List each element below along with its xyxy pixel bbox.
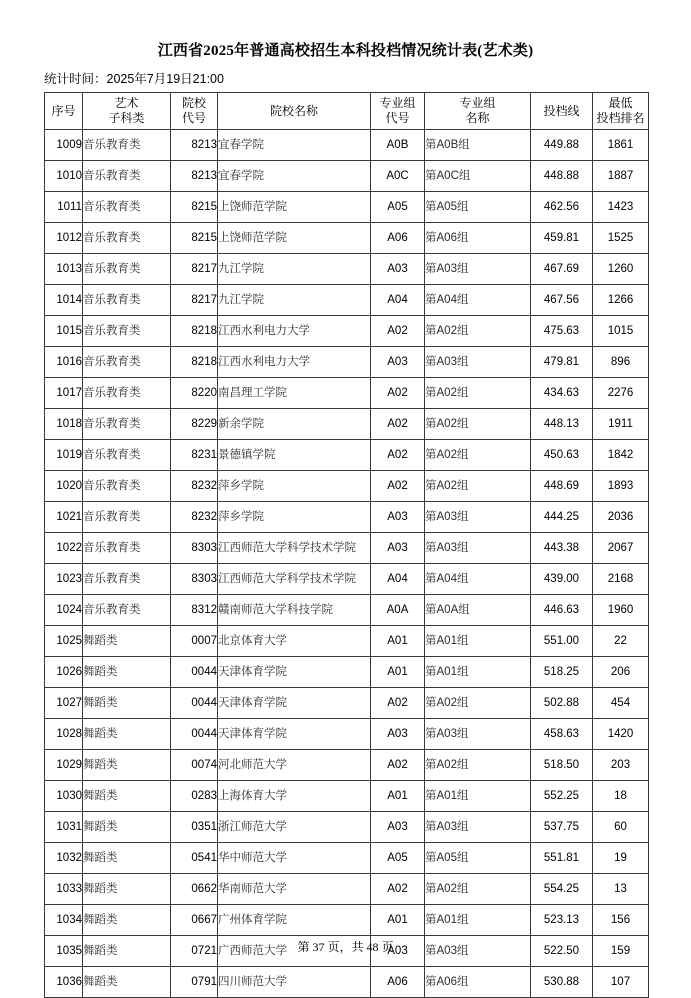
cell-group-name: 第A03组: [425, 347, 531, 378]
column-header-score-text: 投档线: [543, 104, 580, 118]
cell-school-name: 萍乡学院: [218, 502, 371, 533]
cell-school-code: 8217: [171, 254, 218, 285]
cell-subcategory: 音乐教育类: [83, 285, 171, 316]
cell-min-rank: 1525: [593, 223, 649, 254]
cell-min-rank: 1911: [593, 409, 649, 440]
cell-school-code: 8220: [171, 378, 218, 409]
table-row: [45, 626, 649, 657]
table-row: [45, 223, 649, 254]
column-header-school-name: [218, 93, 371, 130]
cell-score: 439.00: [531, 564, 593, 595]
cell-group-code: A01: [371, 626, 425, 657]
cell-group-name: 第A02组: [425, 471, 531, 502]
cell-min-rank: 13: [593, 874, 649, 905]
cell-group-code: A03: [371, 254, 425, 285]
cell-group-name: 第A02组: [425, 409, 531, 440]
cell-index: 1014: [45, 285, 83, 316]
cell-min-rank: 22: [593, 626, 649, 657]
cell-index: 1028: [45, 719, 83, 750]
cell-index: 1011: [45, 192, 83, 223]
table-row: [45, 409, 649, 440]
cell-score: 443.38: [531, 533, 593, 564]
cell-school-name: 南昌理工学院: [218, 378, 371, 409]
cell-school-code: 8232: [171, 502, 218, 533]
cell-score: 458.63: [531, 719, 593, 750]
table-header: [45, 93, 649, 130]
column-header-subcategory-line2: 子科类: [108, 111, 145, 125]
cell-score: 450.63: [531, 440, 593, 471]
cell-school-code: 0667: [171, 905, 218, 936]
cell-school-name: 九江学院: [218, 285, 371, 316]
cell-score: 475.63: [531, 316, 593, 347]
cell-group-code: A06: [371, 223, 425, 254]
column-header-school-name-text: 院校名称: [269, 104, 318, 118]
cell-min-rank: 1893: [593, 471, 649, 502]
cell-group-name: 第A03组: [425, 254, 531, 285]
cell-score: 462.56: [531, 192, 593, 223]
cell-school-name: 江西水利电力大学: [218, 316, 371, 347]
table-row: [45, 564, 649, 595]
table-row: [45, 905, 649, 936]
cell-subcategory: 舞蹈类: [83, 657, 171, 688]
cell-school-name: 上饶师范学院: [218, 223, 371, 254]
cell-subcategory: 音乐教育类: [83, 533, 171, 564]
table-row: [45, 781, 649, 812]
cell-index: 1012: [45, 223, 83, 254]
cell-school-code: 0044: [171, 688, 218, 719]
table-row: [45, 254, 649, 285]
cell-score: 448.13: [531, 409, 593, 440]
cell-score: 448.69: [531, 471, 593, 502]
cell-min-rank: 2067: [593, 533, 649, 564]
cell-index: 1019: [45, 440, 83, 471]
cell-group-name: 第A02组: [425, 874, 531, 905]
cell-subcategory: 舞蹈类: [83, 812, 171, 843]
admission-statistics-table: [44, 92, 649, 998]
cell-school-code: 8303: [171, 533, 218, 564]
cell-score: 434.63: [531, 378, 593, 409]
cell-subcategory: 音乐教育类: [83, 130, 171, 161]
cell-score: 518.25: [531, 657, 593, 688]
cell-min-rank: 159: [593, 936, 649, 967]
cell-school-name: 萍乡学院: [218, 471, 371, 502]
cell-group-name: 第A03组: [425, 719, 531, 750]
table-row: [45, 440, 649, 471]
cell-school-code: 0074: [171, 750, 218, 781]
cell-school-code: 8213: [171, 130, 218, 161]
cell-subcategory: 舞蹈类: [83, 781, 171, 812]
cell-school-code: 8303: [171, 564, 218, 595]
cell-group-name: 第A06组: [425, 223, 531, 254]
column-header-group-name-line2: 名称: [465, 111, 490, 125]
cell-school-code: 0044: [171, 657, 218, 688]
cell-school-code: 8232: [171, 471, 218, 502]
cell-score: 448.88: [531, 161, 593, 192]
cell-group-name: 第A05组: [425, 192, 531, 223]
column-header-group-name: [425, 93, 531, 130]
cell-group-name: 第A05组: [425, 843, 531, 874]
cell-subcategory: 音乐教育类: [83, 223, 171, 254]
cell-group-code: A02: [371, 471, 425, 502]
cell-school-name: 上饶师范学院: [218, 192, 371, 223]
cell-school-code: 8217: [171, 285, 218, 316]
cell-index: 1034: [45, 905, 83, 936]
cell-min-rank: 2168: [593, 564, 649, 595]
cell-index: 1031: [45, 812, 83, 843]
cell-subcategory: 音乐教育类: [83, 502, 171, 533]
column-header-group-code-line2: 代号: [385, 111, 410, 125]
page-title: 江西省2025年普通高校招生本科投档情况统计表(艺术类): [157, 43, 534, 59]
table-row: [45, 533, 649, 564]
cell-min-rank: 1842: [593, 440, 649, 471]
cell-min-rank: 1423: [593, 192, 649, 223]
column-header-index-text: 序号: [51, 104, 76, 118]
cell-school-name: 江西师范大学科学技术学院: [218, 564, 371, 595]
cell-group-name: 第A02组: [425, 316, 531, 347]
table-row: [45, 657, 649, 688]
cell-school-code: 8218: [171, 347, 218, 378]
cell-school-name: 河北师范大学: [218, 750, 371, 781]
cell-index: 1025: [45, 626, 83, 657]
cell-group-code: A02: [371, 409, 425, 440]
cell-index: 1030: [45, 781, 83, 812]
cell-index: 1018: [45, 409, 83, 440]
cell-score: 551.00: [531, 626, 593, 657]
cell-group-code: A04: [371, 285, 425, 316]
cell-school-name: 宜春学院: [218, 161, 371, 192]
cell-score: 518.50: [531, 750, 593, 781]
cell-group-name: 第A02组: [425, 440, 531, 471]
cell-group-name: 第A03组: [425, 936, 531, 967]
table-row: [45, 719, 649, 750]
cell-group-code: A02: [371, 378, 425, 409]
cell-group-name: 第A0B组: [425, 130, 531, 161]
cell-min-rank: 454: [593, 688, 649, 719]
cell-group-name: 第A02组: [425, 688, 531, 719]
cell-group-code: A0A: [371, 595, 425, 626]
cell-group-name: 第A02组: [425, 378, 531, 409]
cell-index: 1017: [45, 378, 83, 409]
cell-group-name: 第A03组: [425, 502, 531, 533]
cell-subcategory: 舞蹈类: [83, 905, 171, 936]
cell-index: 1027: [45, 688, 83, 719]
cell-score: 449.88: [531, 130, 593, 161]
cell-school-name: 浙江师范大学: [218, 812, 371, 843]
column-header-school-code-line1: 院校: [181, 96, 206, 110]
cell-score: 444.25: [531, 502, 593, 533]
cell-score: 479.81: [531, 347, 593, 378]
column-header-group-name-line1: 专业组: [459, 96, 496, 110]
cell-min-rank: 60: [593, 812, 649, 843]
cell-min-rank: 19: [593, 843, 649, 874]
cell-school-code: 8231: [171, 440, 218, 471]
cell-school-code: 0283: [171, 781, 218, 812]
cell-index: 1029: [45, 750, 83, 781]
cell-score: 522.50: [531, 936, 593, 967]
cell-group-code: A03: [371, 719, 425, 750]
column-header-subcategory-line1: 艺术: [114, 96, 139, 110]
table-body: [45, 130, 649, 998]
column-header-min-rank-line1: 最低: [608, 96, 633, 110]
table-row: [45, 471, 649, 502]
cell-group-name: 第A01组: [425, 781, 531, 812]
table-row: [45, 316, 649, 347]
cell-school-code: 0541: [171, 843, 218, 874]
cell-min-rank: 2276: [593, 378, 649, 409]
cell-group-code: A02: [371, 688, 425, 719]
cell-group-code: A05: [371, 192, 425, 223]
cell-subcategory: 舞蹈类: [83, 626, 171, 657]
cell-school-name: 新余学院: [218, 409, 371, 440]
cell-school-name: 宜春学院: [218, 130, 371, 161]
cell-subcategory: 舞蹈类: [83, 967, 171, 998]
cell-min-rank: 1960: [593, 595, 649, 626]
cell-school-code: 8229: [171, 409, 218, 440]
cell-group-name: 第A04组: [425, 564, 531, 595]
cell-group-name: 第A04组: [425, 285, 531, 316]
column-header-group-code-line1: 专业组: [379, 96, 416, 110]
cell-min-rank: 896: [593, 347, 649, 378]
table-row: [45, 595, 649, 626]
column-header-min-rank-line2: 投档排名: [596, 111, 645, 125]
cell-index: 1016: [45, 347, 83, 378]
cell-group-name: 第A03组: [425, 533, 531, 564]
cell-index: 1010: [45, 161, 83, 192]
cell-score: 502.88: [531, 688, 593, 719]
cell-school-code: 8215: [171, 192, 218, 223]
cell-subcategory: 舞蹈类: [83, 688, 171, 719]
cell-subcategory: 音乐教育类: [83, 471, 171, 502]
cell-school-name: 华南师范大学: [218, 874, 371, 905]
cell-group-code: A04: [371, 564, 425, 595]
cell-index: 1032: [45, 843, 83, 874]
cell-group-code: A0B: [371, 130, 425, 161]
cell-subcategory: 音乐教育类: [83, 192, 171, 223]
cell-group-name: 第A03组: [425, 812, 531, 843]
cell-school-name: 北京体育大学: [218, 626, 371, 657]
cell-index: 1020: [45, 471, 83, 502]
cell-group-name: 第A02组: [425, 750, 531, 781]
table-row: [45, 347, 649, 378]
cell-subcategory: 音乐教育类: [83, 595, 171, 626]
cell-index: 1015: [45, 316, 83, 347]
column-header-group-code: [371, 93, 425, 130]
cell-min-rank: 1015: [593, 316, 649, 347]
cell-min-rank: 203: [593, 750, 649, 781]
cell-school-code: 0791: [171, 967, 218, 998]
table-row: [45, 967, 649, 998]
cell-group-name: 第A0C组: [425, 161, 531, 192]
cell-subcategory: 舞蹈类: [83, 936, 171, 967]
cell-score: 537.75: [531, 812, 593, 843]
cell-min-rank: 1420: [593, 719, 649, 750]
column-header-score: [531, 93, 593, 130]
column-header-school-code-line2: 代号: [181, 111, 206, 125]
cell-index: 1033: [45, 874, 83, 905]
table-row: [45, 688, 649, 719]
cell-school-code: 8215: [171, 223, 218, 254]
cell-group-code: A05: [371, 843, 425, 874]
cell-score: 523.13: [531, 905, 593, 936]
cell-group-code: A0C: [371, 161, 425, 192]
cell-min-rank: 107: [593, 967, 649, 998]
cell-min-rank: 1260: [593, 254, 649, 285]
cell-school-code: 8213: [171, 161, 218, 192]
cell-school-name: 上海体育大学: [218, 781, 371, 812]
cell-subcategory: 音乐教育类: [83, 316, 171, 347]
cell-score: 459.81: [531, 223, 593, 254]
cell-min-rank: 206: [593, 657, 649, 688]
cell-score: 554.25: [531, 874, 593, 905]
cell-min-rank: 1887: [593, 161, 649, 192]
cell-group-code: A02: [371, 316, 425, 347]
cell-group-name: 第A06组: [425, 967, 531, 998]
cell-school-name: 赣南师范大学科技学院: [218, 595, 371, 626]
cell-subcategory: 音乐教育类: [83, 254, 171, 285]
cell-school-name: 天津体育学院: [218, 657, 371, 688]
cell-school-code: 0351: [171, 812, 218, 843]
cell-group-code: A01: [371, 657, 425, 688]
cell-school-code: 8218: [171, 316, 218, 347]
cell-group-name: 第A01组: [425, 657, 531, 688]
cell-subcategory: 音乐教育类: [83, 347, 171, 378]
cell-score: 467.56: [531, 285, 593, 316]
cell-min-rank: 156: [593, 905, 649, 936]
table-row: [45, 502, 649, 533]
table-row: [45, 130, 649, 161]
cell-group-name: 第A0A组: [425, 595, 531, 626]
cell-subcategory: 音乐教育类: [83, 440, 171, 471]
cell-school-code: 0721: [171, 936, 218, 967]
cell-index: 1021: [45, 502, 83, 533]
cell-min-rank: 1266: [593, 285, 649, 316]
cell-school-name: 四川师范大学: [218, 967, 371, 998]
statistics-time-label: 统计时间：2025年7月19日21:00: [44, 72, 224, 86]
table-row: [45, 285, 649, 316]
cell-group-name: 第A01组: [425, 626, 531, 657]
cell-school-name: 天津体育学院: [218, 688, 371, 719]
cell-group-code: A01: [371, 781, 425, 812]
cell-group-code: A03: [371, 533, 425, 564]
column-header-min-rank: [593, 93, 649, 130]
table-row: [45, 874, 649, 905]
cell-subcategory: 舞蹈类: [83, 750, 171, 781]
cell-school-name: 广西师范大学: [218, 936, 371, 967]
cell-group-code: A06: [371, 967, 425, 998]
table-row: [45, 843, 649, 874]
cell-score: 551.81: [531, 843, 593, 874]
cell-group-code: A03: [371, 502, 425, 533]
table-header-row: [45, 93, 649, 130]
cell-score: 467.69: [531, 254, 593, 285]
cell-index: 1013: [45, 254, 83, 285]
cell-group-code: A01: [371, 905, 425, 936]
cell-school-code: 0662: [171, 874, 218, 905]
cell-group-code: A02: [371, 440, 425, 471]
cell-index: 1026: [45, 657, 83, 688]
cell-school-name: 华中师范大学: [218, 843, 371, 874]
cell-subcategory: 音乐教育类: [83, 564, 171, 595]
cell-group-name: 第A01组: [425, 905, 531, 936]
cell-score: 552.25: [531, 781, 593, 812]
column-header-school-code: [171, 93, 218, 130]
cell-min-rank: 2036: [593, 502, 649, 533]
cell-index: 1036: [45, 967, 83, 998]
cell-subcategory: 音乐教育类: [83, 161, 171, 192]
column-header-index: [45, 93, 83, 130]
table-row: [45, 750, 649, 781]
cell-subcategory: 舞蹈类: [83, 874, 171, 905]
cell-index: 1035: [45, 936, 83, 967]
cell-index: 1022: [45, 533, 83, 564]
cell-subcategory: 音乐教育类: [83, 378, 171, 409]
table-row: [45, 378, 649, 409]
cell-subcategory: 舞蹈类: [83, 719, 171, 750]
cell-index: 1024: [45, 595, 83, 626]
cell-school-name: 景德镇学院: [218, 440, 371, 471]
cell-group-code: A03: [371, 812, 425, 843]
cell-min-rank: 18: [593, 781, 649, 812]
cell-school-name: 广州体育学院: [218, 905, 371, 936]
cell-min-rank: 1861: [593, 130, 649, 161]
cell-index: 1023: [45, 564, 83, 595]
cell-score: 530.88: [531, 967, 593, 998]
cell-group-code: A03: [371, 936, 425, 967]
cell-school-name: 江西水利电力大学: [218, 347, 371, 378]
cell-group-code: A02: [371, 874, 425, 905]
cell-group-code: A02: [371, 750, 425, 781]
cell-school-name: 九江学院: [218, 254, 371, 285]
cell-score: 446.63: [531, 595, 593, 626]
cell-school-code: 0007: [171, 626, 218, 657]
cell-school-name: 天津体育学院: [218, 719, 371, 750]
cell-index: 1009: [45, 130, 83, 161]
table-row: [45, 812, 649, 843]
table-row: [45, 192, 649, 223]
column-header-subcategory: [83, 93, 171, 130]
table-row: [45, 161, 649, 192]
page-footer: 第 37 页，共 48 页: [297, 940, 394, 954]
cell-group-code: A03: [371, 347, 425, 378]
cell-subcategory: 音乐教育类: [83, 409, 171, 440]
cell-school-code: 8312: [171, 595, 218, 626]
cell-subcategory: 舞蹈类: [83, 843, 171, 874]
cell-school-name: 江西师范大学科学技术学院: [218, 533, 371, 564]
cell-school-code: 0044: [171, 719, 218, 750]
